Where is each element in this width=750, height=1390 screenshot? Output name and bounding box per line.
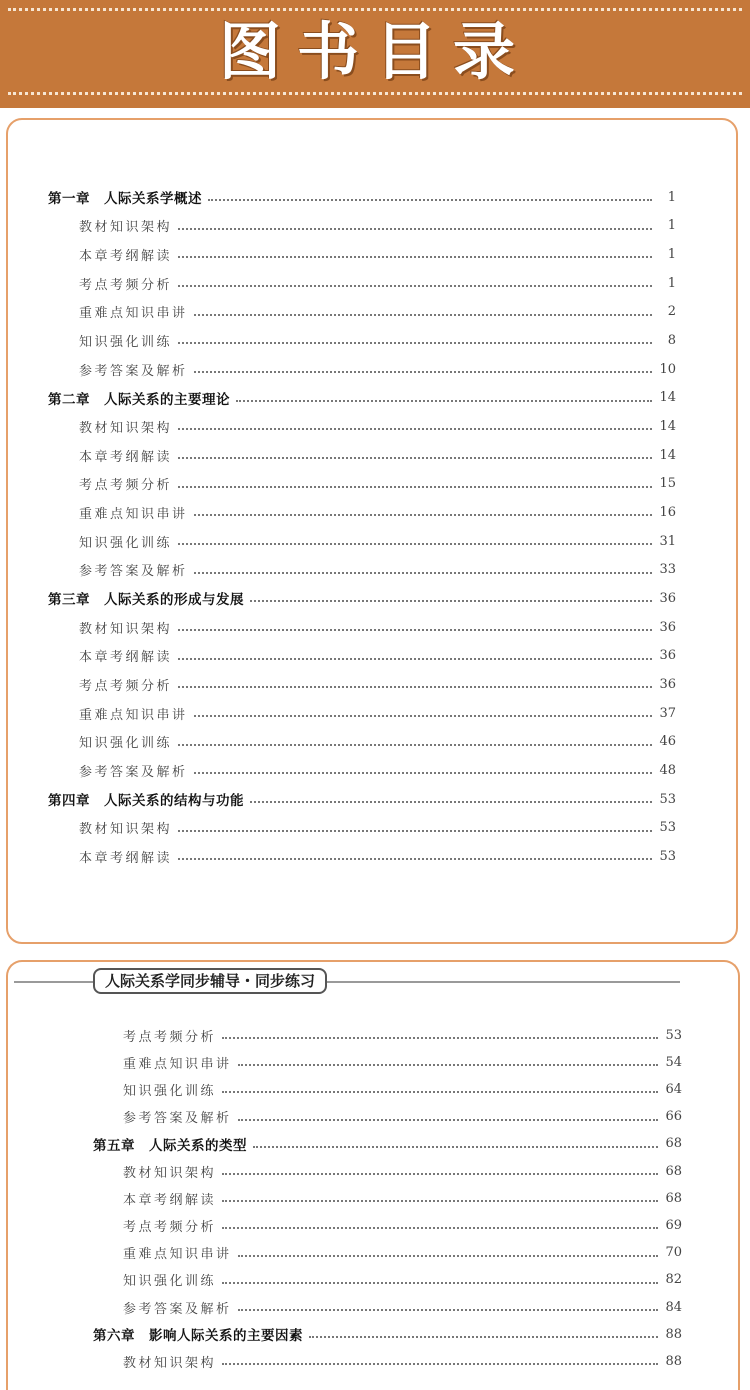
section-title: 本章考纲解读 xyxy=(123,1192,217,1208)
dot-leader xyxy=(222,1091,658,1093)
section-title: 重难点知识串讲 xyxy=(123,1247,232,1263)
chapter-title: 第三章 人际关系的形成与发展 xyxy=(48,592,244,609)
section-title: 本章考纲解读 xyxy=(79,449,173,465)
toc-section-entry xyxy=(79,415,676,437)
section-title: 教材知识架构 xyxy=(79,220,173,236)
page-number: 1 xyxy=(667,246,676,262)
dot-leader xyxy=(178,830,652,832)
section-title: 本章考纲解读 xyxy=(79,248,173,264)
section-title: 重难点知识串讲 xyxy=(79,306,188,322)
section-title: 知识强化训练 xyxy=(79,736,173,752)
section-title: 知识强化训练 xyxy=(123,1083,217,1099)
dot-leader xyxy=(238,1255,658,1257)
dot-leader xyxy=(236,400,652,402)
toc-section-entry xyxy=(123,1051,682,1073)
page-number: 10 xyxy=(659,361,676,377)
page-number: 70 xyxy=(665,1245,682,1261)
toc-section-entry xyxy=(123,1269,682,1291)
section-title: 知识强化训练 xyxy=(123,1274,217,1290)
running-header-label: 人际关系学同步辅导・同步练习 xyxy=(93,968,327,994)
page-number: 36 xyxy=(659,676,676,692)
section-title: 参考答案及解析 xyxy=(123,1111,232,1127)
section-title: 本章考纲解读 xyxy=(79,850,173,866)
toc-section-entry xyxy=(79,530,676,552)
dot-leader xyxy=(178,285,652,287)
page-number: 88 xyxy=(665,1353,682,1369)
dot-leader xyxy=(178,744,652,746)
page-number: 36 xyxy=(659,648,676,664)
toc-section-entry xyxy=(123,1296,682,1318)
section-title: 参考答案及解析 xyxy=(79,764,188,780)
dot-leader xyxy=(194,314,652,316)
section-title: 教材知识架构 xyxy=(123,1165,217,1181)
page-number: 53 xyxy=(665,1027,682,1043)
page-number: 36 xyxy=(659,590,676,606)
toc-section-entry xyxy=(79,215,676,237)
dot-leader xyxy=(194,514,652,516)
dot-leader xyxy=(194,715,652,717)
title-banner xyxy=(0,0,750,108)
chapter-title: 第五章 人际关系的类型 xyxy=(93,1137,247,1154)
section-title: 本章考纲解读 xyxy=(79,650,173,666)
section-title: 考点考频分析 xyxy=(123,1219,217,1235)
page-number: 88 xyxy=(665,1326,682,1342)
toc-section-entry xyxy=(123,1106,682,1128)
section-title: 知识强化训练 xyxy=(79,334,173,350)
chapter-title: 第二章 人际关系的主要理论 xyxy=(48,391,230,408)
dot-leader xyxy=(309,1336,658,1338)
section-title: 教材知识架构 xyxy=(79,621,173,637)
toc-section-entry xyxy=(79,473,676,495)
toc-section-entry xyxy=(79,702,676,724)
toc-section-entry xyxy=(79,817,676,839)
chapter-title: 第四章 人际关系的结构与功能 xyxy=(48,793,244,810)
toc-chapter-entry xyxy=(48,788,676,810)
section-title: 重难点知识串讲 xyxy=(79,506,188,522)
page-number: 33 xyxy=(659,562,676,578)
page-number: 54 xyxy=(665,1054,682,1070)
dot-leader xyxy=(222,1227,658,1229)
toc-section-entry xyxy=(123,1214,682,1236)
banner-dotted-border-top xyxy=(8,8,742,11)
toc-section-entry xyxy=(123,1242,682,1264)
toc-section-entry xyxy=(123,1024,682,1046)
dot-leader xyxy=(222,1173,658,1175)
page-number: 36 xyxy=(659,619,676,635)
section-title: 教材知识架构 xyxy=(123,1355,217,1371)
page-number: 8 xyxy=(667,332,676,348)
toc-chapter-entry xyxy=(48,186,676,208)
dot-leader xyxy=(222,1037,658,1039)
dot-leader xyxy=(178,228,652,230)
dot-leader xyxy=(178,543,652,545)
toc-section-entry xyxy=(79,645,676,667)
toc-section-entry xyxy=(79,731,676,753)
toc-section-entry xyxy=(79,272,676,294)
dot-leader xyxy=(222,1282,658,1284)
dot-leader xyxy=(178,629,652,631)
page-number: 66 xyxy=(665,1109,682,1125)
page-number: 14 xyxy=(659,418,676,434)
toc-section-entry xyxy=(79,243,676,265)
page-number: 1 xyxy=(667,275,676,291)
section-title: 参考答案及解析 xyxy=(79,564,188,580)
toc-section-entry xyxy=(79,444,676,466)
dot-leader xyxy=(194,371,652,373)
toc-section-entry xyxy=(79,845,676,867)
section-title: 考点考频分析 xyxy=(79,478,173,494)
banner-title: 图书目录 xyxy=(218,15,531,88)
page-number: 68 xyxy=(665,1163,682,1179)
section-title: 知识强化训练 xyxy=(79,535,173,551)
toc-section-entry xyxy=(79,559,676,581)
section-title: 重难点知识串讲 xyxy=(123,1056,232,1072)
dot-leader xyxy=(178,457,652,459)
section-title: 考点考频分析 xyxy=(79,678,173,694)
section-title: 考点考频分析 xyxy=(123,1029,217,1045)
page-number: 53 xyxy=(659,791,676,807)
dot-leader xyxy=(238,1119,658,1121)
page-number: 1 xyxy=(667,218,676,234)
chapter-title: 第六章 影响人际关系的主要因素 xyxy=(93,1328,303,1345)
dot-leader xyxy=(178,342,652,344)
page-number: 53 xyxy=(659,820,676,836)
dot-leader xyxy=(222,1200,658,1202)
dot-leader xyxy=(238,1064,658,1066)
section-title: 重难点知识串讲 xyxy=(79,707,188,723)
toc-section-entry xyxy=(123,1350,682,1372)
page-number: 64 xyxy=(665,1081,682,1097)
toc-section-entry xyxy=(79,501,676,523)
toc-section-entry xyxy=(123,1078,682,1100)
toc-chapter-entry xyxy=(48,387,676,409)
page-number: 14 xyxy=(659,447,676,463)
section-title: 参考答案及解析 xyxy=(79,363,188,379)
page-number: 68 xyxy=(665,1136,682,1152)
dot-leader xyxy=(222,1363,658,1365)
toc-section-entry xyxy=(79,358,676,380)
toc-chapter-entry xyxy=(93,1323,682,1345)
page-number: 37 xyxy=(659,705,676,721)
page-number: 82 xyxy=(665,1272,682,1288)
toc-section-entry xyxy=(123,1187,682,1209)
page-number: 68 xyxy=(665,1190,682,1206)
toc-section-entry xyxy=(79,301,676,323)
dot-leader xyxy=(238,1309,658,1311)
toc-section-entry xyxy=(79,616,676,638)
page-number: 15 xyxy=(659,476,676,492)
page-number: 53 xyxy=(659,848,676,864)
page-number: 46 xyxy=(659,734,676,750)
dot-leader xyxy=(178,256,652,258)
toc-section-entry xyxy=(79,329,676,351)
dot-leader xyxy=(253,1146,658,1148)
toc-section-entry xyxy=(123,1160,682,1182)
section-title: 教材知识架构 xyxy=(79,822,173,838)
toc-chapter-entry xyxy=(48,587,676,609)
page-number: 31 xyxy=(659,533,676,549)
dot-leader xyxy=(178,486,652,488)
dot-leader xyxy=(250,801,652,803)
dot-leader xyxy=(194,772,652,774)
dot-leader xyxy=(178,428,652,430)
chapter-title: 第一章 人际关系学概述 xyxy=(48,191,202,207)
section-title: 考点考频分析 xyxy=(79,277,173,293)
dot-leader xyxy=(178,858,652,860)
banner-dotted-border-bottom xyxy=(8,92,742,95)
dot-leader xyxy=(178,686,652,688)
page-number: 48 xyxy=(659,762,676,778)
page-number: 14 xyxy=(659,390,676,406)
page-number: 16 xyxy=(659,504,676,520)
dot-leader xyxy=(250,600,652,602)
section-title: 参考答案及解析 xyxy=(123,1301,232,1317)
page-number: 1 xyxy=(667,189,676,205)
dot-leader xyxy=(178,658,652,660)
dot-leader xyxy=(208,199,652,201)
toc-section-entry xyxy=(79,673,676,695)
dot-leader xyxy=(194,572,652,574)
page-number: 84 xyxy=(665,1299,682,1315)
page-number: 2 xyxy=(667,304,676,320)
toc-section-entry xyxy=(79,759,676,781)
toc-chapter-entry xyxy=(93,1133,682,1155)
section-title: 教材知识架构 xyxy=(79,420,173,436)
page-number: 69 xyxy=(665,1217,682,1233)
